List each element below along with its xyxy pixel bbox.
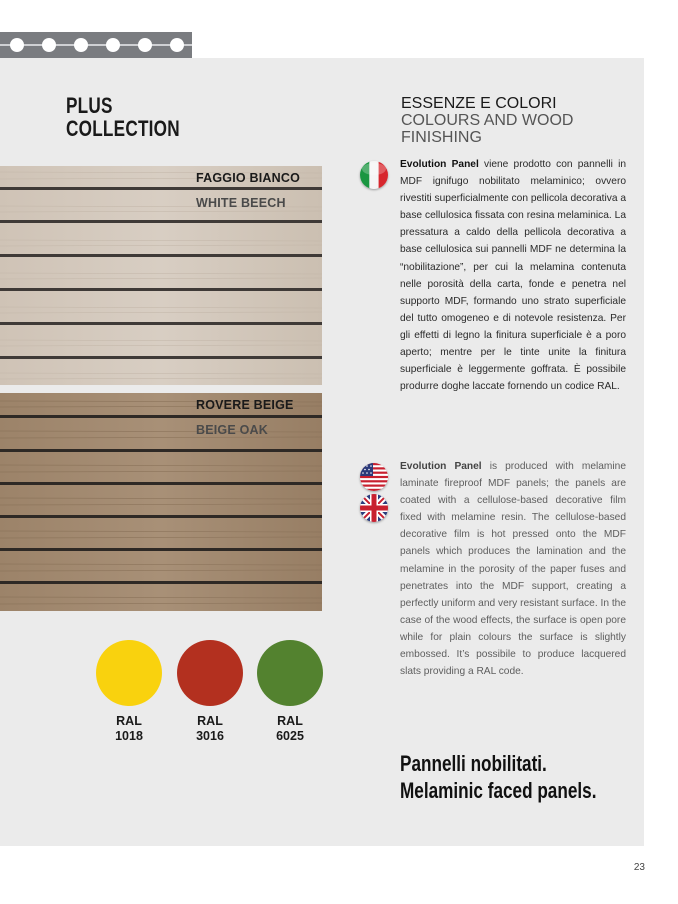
brand-name-it: Evolution Panel	[400, 159, 479, 170]
collection-title	[66, 94, 180, 140]
ral-code: 3016	[196, 729, 224, 743]
swatch-white-beech	[0, 166, 322, 385]
tagline-line2: Melaminic faced panels.	[400, 778, 597, 803]
ral-prefix: RAL	[277, 714, 303, 728]
binder-line	[0, 44, 192, 46]
ral-code: 6025	[276, 729, 304, 743]
binder-strip	[0, 32, 192, 58]
italy-flag-icon	[360, 161, 388, 189]
tagline	[400, 750, 596, 804]
collection-title-line2: COLLECTION	[66, 116, 180, 141]
section-title	[401, 95, 641, 146]
section-title-en-line1: COLOURS AND WOOD	[401, 112, 574, 129]
description-it-body: viene prodotto con pannelli in MDF ignifugo nobilitato melaminico; ovvero rivestiti superficialmente con pellicola decorativa a base cellulosica fissata con resina melaminica. La pressatura a caldo della pellicola decorativa a base cellulosica sui pannelli MDF ne determina la “nobilitazione”, per cui la melamina contenuta nelle porosità della carta, fonde e penetra nel supporto MDF, formando uno strato superficiale del tutto omogeneo e di notevole resistenza. Per gli effetti di legno la finitura superficiale è a poro aperto; mentre per le tinte unite la finitura superficiale è leggermente goffrata. È possibile produrre doghe laccate fornendo un codice RAL.	[400, 159, 626, 393]
binder-hole	[74, 38, 88, 52]
swatch-name-en: WHITE BEECH	[196, 196, 286, 210]
description-en-body: is produced with melamine laminate fireproof MDF panels; the panels are coated with a cellulose-based decorative film fixed with melamine resin. The cellulose-based decorative film is hot pressed onto the MDF panels which produces the lamination and the melamine in the porosity of the paper fuses and penetrates into the MDF support, creating a perfectly uniform and very resistant surface. In the case of the wood effects, the surface is open pore while for plain colours the surface is slightly embossed. It’s possibile to produce lacquered slats providing a RAL code.	[400, 461, 626, 678]
binder-hole	[170, 38, 184, 52]
tagline-line1: Pannelli nobilitati.	[400, 751, 547, 776]
section-title-it: ESSENZE E COLORI	[401, 95, 557, 112]
brand-name-en: Evolution Panel	[400, 461, 482, 472]
ral-1018-label	[96, 714, 162, 744]
swatch-name-it: FAGGIO BIANCO	[196, 171, 300, 185]
ral-3016-label	[177, 714, 243, 744]
binder-hole	[10, 38, 24, 52]
binder-hole	[106, 38, 120, 52]
swatch-beige-oak	[0, 393, 322, 611]
ral-prefix: RAL	[116, 714, 142, 728]
description-en	[400, 458, 626, 680]
binder-hole	[42, 38, 56, 52]
ral-3016-swatch	[177, 640, 243, 706]
binder-hole	[138, 38, 152, 52]
section-title-en-line2: FINISHING	[401, 129, 482, 146]
ral-6025-label	[257, 714, 323, 744]
ral-6025-swatch	[257, 640, 323, 706]
ral-prefix: RAL	[197, 714, 223, 728]
collection-title-line1: PLUS	[66, 93, 113, 118]
page-number: 23	[633, 862, 645, 873]
beige-oak-texture	[0, 393, 322, 611]
usa-flag-icon	[360, 463, 388, 491]
swatch-name-en: BEIGE OAK	[196, 423, 268, 437]
swatch-name-it: ROVERE BEIGE	[196, 398, 294, 412]
ral-code: 1018	[115, 729, 143, 743]
ral-1018-swatch	[96, 640, 162, 706]
description-it	[400, 156, 626, 395]
uk-flag-icon	[360, 494, 388, 522]
